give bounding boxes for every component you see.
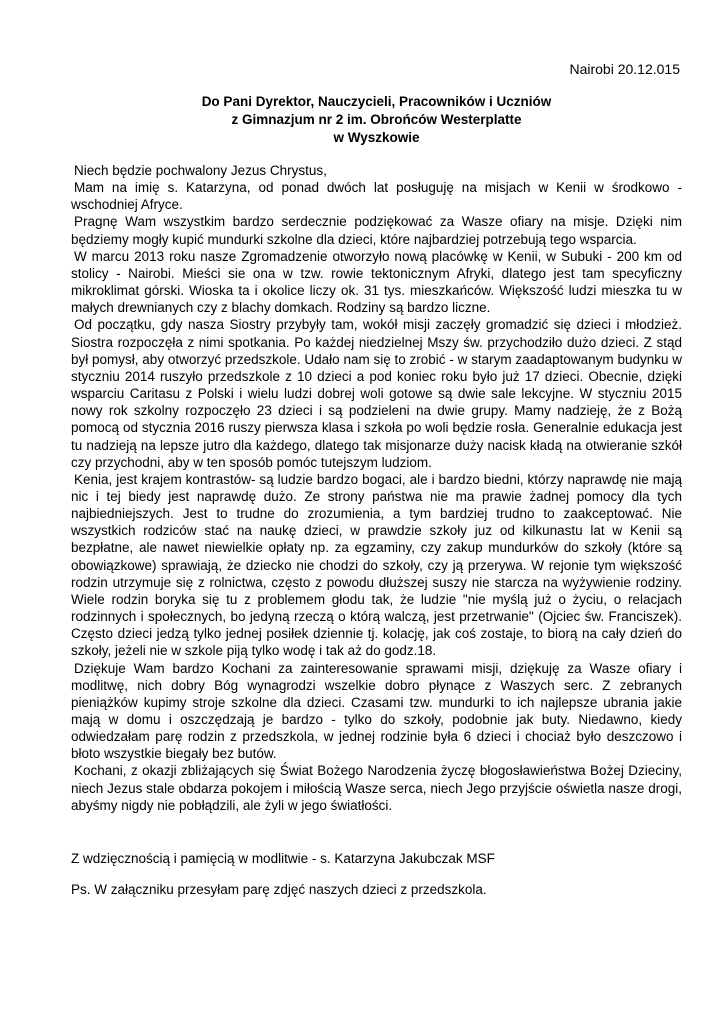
recipient-heading: [71, 93, 682, 147]
greeting-paragraph: Niech będzie pochwalony Jezus Chrystus,: [74, 163, 327, 178]
preschool-paragraph: Od początku, gdy nasza Siostry przybyły tam, wokół misji zaczęły gromadzić się dzieci i młodzież. Siostra rozpoczęła z nimi spotkania. Po każdej niedzielnej Mszy św. przychodziło dużo dzieci. Z stąd był pomysł, aby otworzyć przedszkole. Udało nam się to zrobić - w starym zaadaptowanym budynku w styczniu 2014 ruszyło przedszkole z 10 dzieci a pod koniec roku było już 17 dzieci. Obecnie, dzięki wsparciu Caritasu z Polski i wielu ludzi dobrej woli gotowe są dwie sale lekcyjne. W styczniu 2015 nowy rok szkolny rozpoczęło 23 dzieci i są podzieleni na dwie grupy. Mamy nadzieję, że z Bożą pomocą od stycznia 2016 ruszy pierwsza klasa i szkoła po woli będzie rosła. Generalnie edukacja jest tu nadzieją na lepsze jutro dla każdego, dlatego tak misjonarze duży nacisk kładą na otwieranie szkół czy przychodni, aby w ten sposób pomóc tutejszym ludziom.: [71, 317, 682, 470]
letter-date: Nairobi 20.12.015: [569, 61, 680, 77]
gratitude-paragraph: Dziękuje Wam bardzo Kochani za zainteresowanie sprawami misji, dziękuję za Wasze ofiary i modlitwę, nich dobry Bóg wynagrodzi wszelkie dobro płynące z Waszych serc. Z zebranych pieniążków kupimy stroje szkolne dla dzieci. Czasami tzw. mundurki to ich najlepsze ubrania jakie mają w domu i oszczędzają je bardzo - tylko do szkoły, podobnie jak buty. Niedawno, kiedy odwiedzałam parę rodzin z przedszkola, w jednej rodzinie była 6 dzieci i chociaż było deszczowo i błoto wszystkie biegały bez butów.: [71, 660, 682, 762]
postscript: Ps. W załączniku przesyłam parę zdjęć naszych dzieci z przedszkola.: [71, 882, 487, 897]
signature: Z wdzięcznością i pamięcią w modlitwie - s. Katarzyna Jakubczak MSF: [71, 851, 495, 866]
christmas-wishes-paragraph: Kochani, z okazji zbliżających się Świat Bożego Narodzenia życzę błogosławieństwa Bożej Dzieciny, niech Jezus stale obdarza pokojem i miłością Wasze serca, niech Jego przyjście oświetla nasze drogi, abyśmy nigdy nie pobłądzili, ale żyli w jego światłości.: [71, 763, 682, 813]
introduction-paragraph: Mam na imię s. Katarzyna, od ponad dwóch lat posługuję na misjach w Kenii w środkowo - wschodniej Afryce.: [71, 180, 682, 213]
recipient-line: z Gimnazjum nr 2 im. Obrońców Westerplatte: [231, 112, 522, 127]
thanks-paragraph: Pragnę Wam wszystkim bardzo serdecznie podziękować za Wasze ofiary na misje. Dzięki nim będziemy mogły kupić mundurki szkolne dla dzieci, które najbardziej potrzebują tego wsparcia.: [71, 214, 682, 247]
letter-page: [71, 0, 682, 1024]
letter-body: [71, 162, 682, 814]
kenya-paragraph: Kenia, jest krajem kontrastów- są ludzie bardzo bogaci, ale i bardzo biedni, którzy naprawdę nie mają nic i tej biedy jest naprawdę dużo. Ze strony państwa nie ma prawie żadnej pomocy dla tych najbiedniejszych. Jest to trudne do zrozumienia, a tym bardziej trudno to zaakceptować. Nie wszystkich rodziców stać na naukę dzieci, w prawdzie szkoły juz od kilkunastu lat w Kenii są bezpłatne, ale nawet niewielkie opłaty np. za egzaminy, czy zakup mundurków do szkoły (które są obowiązkowe) sprawiają, że dziecko nie chodzi do szkoły, czy ją przerywa. W rejonie tym większość rodzin utrzymuje się z rolnictwa, często z powodu dłuższej suszy nie starcza na wyżywienie rodziny. Wiele rodzin boryka się tu z problemem głodu tak, że ludzie "nie myślą już o życiu, o relacjach rodzinnych i społecznych, bo jedyną rzeczą o którą walczą, jest przetrwanie" (Ojciec św. Franciszek). Często dzieci jedzą tylko jednej posiłek dziennie tj. kolację, jak coś zostaje, to biorą na cały dzień do szkoły, jeżeli nie w szkole piją tylko wodę i tak aż do godz.18.: [71, 471, 682, 659]
mission-paragraph: W marcu 2013 roku nasze Zgromadzenie otworzyło nową placówkę w Kenii, w Subuki - 200 km od stolicy - Nairobi. Mieści sie ona w tzw. rowie tektonicznym Afryki, dlatego jest tam specyficzny mikroklimat górski. Wioska ta i okolice liczy ok. 31 tys. mieszkańców. Większość ludzi mieszka tu w małych drewnianych czy z blachy domkach. Rodziny są bardzo liczne.: [71, 248, 682, 316]
recipient-line: Do Pani Dyrektor, Nauczycieli, Pracowników i Uczniów: [201, 94, 552, 109]
recipient-line: w Wyszkowie: [333, 130, 420, 145]
